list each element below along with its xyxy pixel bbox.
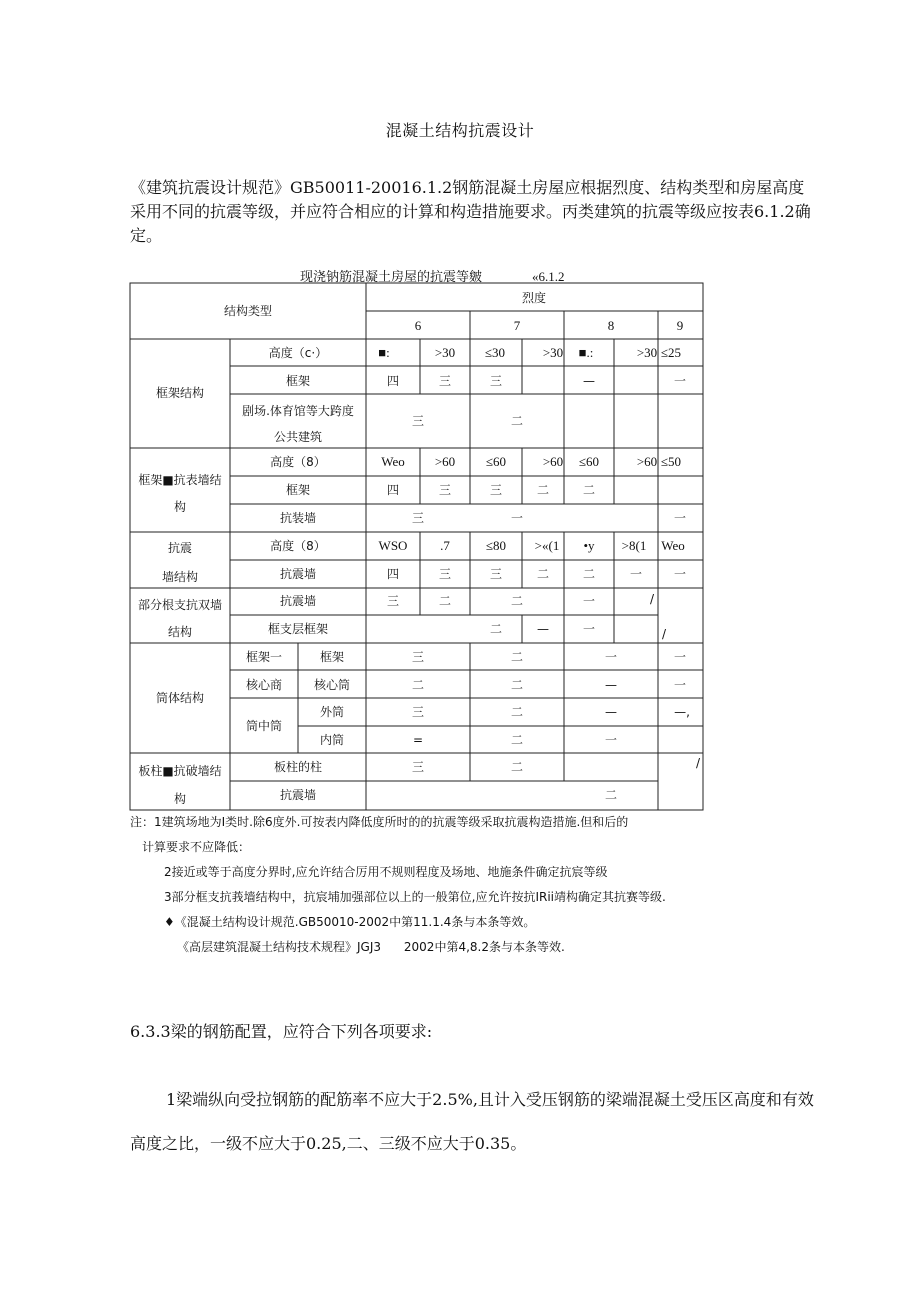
cell: •y [583,538,595,553]
note-3: 3部分框支抗莪墙结构中，抗宸埔加强部位以上的一般第位,应允许按抗IRii靖构确定其抗赛等级. [164,890,666,904]
note-1: 注：1建筑场地为I类时.除6度外.可按表内降低度所时的的抗震等级采取抗震构造措施.但和后的 [130,815,629,829]
header-degree-6: 6 [414,318,422,333]
header-degree-8: 8 [607,318,615,333]
category-shear-wall: 抗震 [167,541,193,555]
cell: 二 [411,678,425,692]
category-slab-column-cont: 构 [173,792,187,806]
cell: Weo [381,454,405,469]
cell: ≤30 [484,345,506,360]
cell: ≤25 [660,345,682,360]
header-degree-7: 7 [513,318,521,333]
note-2: 2接近或等于高度分界时,应允许结合厉用不规则程度及场地、地施条件确定抗宸等级 [164,865,608,879]
cell: 一 [673,650,687,664]
cell: 二 [510,760,524,774]
category-shear-wall-cont: 墙结构 [161,570,199,584]
cell: ≤50 [660,454,682,469]
cell: — [605,705,617,719]
cell: 三 [411,650,425,664]
note-equivalence-1: ♦《混凝土结构设计规范.GB50010-2002中第11.1.4条与本条等效。 [164,915,536,929]
cell: 二 [582,567,596,581]
cell: 三 [438,374,452,388]
cell: 一 [604,650,618,664]
cell: 二 [536,483,550,497]
cell: >30 [542,345,564,360]
cell: 二 [510,678,524,692]
cell: 二 [510,650,524,664]
cell: = [412,733,424,747]
category-slab-column: 板柱■抗破墙结 [138,764,222,778]
cell: 抗震墙 [279,788,317,802]
cell: 框支层框架 [267,622,329,636]
category-frame-wall-cont: 构 [173,500,187,514]
cell: 二 [582,483,596,497]
cell: 三 [489,483,503,497]
cell: WSO [378,538,408,553]
category-partial-frame-cont: 结构 [167,625,193,639]
category-partial-frame: 部分根支抗双墙 [137,598,223,612]
table-grid [130,283,703,810]
cell: 一 [510,511,524,525]
cell: ≤60 [485,454,507,469]
cell: 内筒 [319,733,345,747]
cell: >30 [636,345,658,360]
cell: .7 [440,538,450,553]
cell: 三 [411,414,425,428]
table-notes [130,810,830,960]
subcategory-frame-core: 框架一 [245,650,283,664]
cell: 框架 [285,374,311,388]
cell: / [649,592,655,606]
cell: — [583,374,595,388]
cell: >8(1 [621,538,647,553]
cell: 三 [411,705,425,719]
cell: 抗震墙 [279,594,317,608]
cell: — [537,622,549,636]
category-frame-wall: 框架■抗表墙结 [138,473,222,487]
cell: 外筒 [319,705,345,719]
cell: >60 [636,454,658,469]
cell: 三 [438,567,452,581]
cell: 三 [386,594,400,608]
cell: 三 [489,374,503,388]
cell: 三 [438,483,452,497]
cell: 二 [438,594,452,608]
cell: ■.: [578,345,594,360]
header-intensity: 烈度 [521,291,547,305]
cell: 板柱的柱 [273,760,323,774]
cell: 三 [411,760,425,774]
cell: 四 [386,567,400,581]
category-tube: 筒体结构 [155,691,205,705]
cell: 四 [386,483,400,497]
cell: 三 [411,511,425,525]
cell: 高度（8） [270,539,326,553]
cell: ■: [378,345,390,360]
cell: 二 [510,414,524,428]
cell: 一 [673,511,687,525]
header-degree-9: 9 [676,318,684,333]
cell: — [605,678,617,692]
cell: 二 [489,622,503,636]
document-title: 混凝土结构抗震设计 [385,121,535,140]
section-heading: 6.3.3梁的钢筋配置，应符合下列各项要求: [130,1022,433,1041]
cell: 三 [489,567,503,581]
cell: 公共建筑 [273,430,323,444]
subcategory-frame-core-cont: 核心商 [245,678,283,692]
cell: 高度（8） [270,455,326,469]
cell: 二 [536,567,550,581]
header-structure-type: 结构类型 [223,304,273,318]
cell: 四 [386,374,400,388]
cell: 抗装墙 [279,511,317,525]
cell: >«(1 [534,538,560,553]
subcategory-tube-in-tube: 筒中筒 [245,719,283,733]
cell: 二 [510,733,524,747]
cell: 抗震墙 [279,567,317,581]
cell: 核心筒 [313,678,351,692]
cell: >30 [434,345,456,360]
cell: 二 [604,788,618,802]
cell: 高度（c·） [268,346,328,360]
note-equivalence-2: 《高层建筑混凝土结构技术规程》JGJ3 2002中第4,8.2条与本条等效. [177,940,565,954]
cell: 剧场.体育馆等大跨度 [242,404,354,418]
cell: Weo [661,538,685,553]
cell: ≤80 [485,538,507,553]
cell: 一 [629,567,643,581]
table-caption-text: 现浇钠筋混凝土房屋的抗震等皴 [300,270,483,285]
cell: 一 [673,678,687,692]
cell: / [695,756,701,770]
cell: ≤60 [578,454,600,469]
cell: 一 [582,622,596,636]
cell: 二 [510,594,524,608]
cell: 一 [673,567,687,581]
category-frame: 框架结构 [155,386,205,400]
cell: / [661,627,667,641]
body-paragraph: 1梁端纵向受拉钢筋的配筋率不应大于2.5%,且计入受压钢筋的梁端混凝土受压区高度和有效高度之比，一级不应大于0.25,二、三级不应大于0.35。 [130,1090,814,1153]
cell: >60 [434,454,456,469]
note-1-cont: 计算要求不应降低： [142,840,251,854]
cell: 框架 [319,650,345,664]
table-number: «6.1.2 [532,269,565,284]
cell: —, [674,705,690,719]
cell: 一 [582,594,596,608]
cell: 一 [673,374,687,388]
cell: >60 [542,454,564,469]
cell: 框架 [285,483,311,497]
intro-paragraph: 《建筑抗震设计规范》GB50011-20016.1.2钢筋混凝土房屋应根据烈度、结构类型和房屋高度采用不同的抗震等级，并应符合相应的计算和构造措施要求。丙类建筑的抗震等级应按表6.1.2确定。 [130,178,811,245]
cell: 一 [604,733,618,747]
cell: 二 [510,705,524,719]
